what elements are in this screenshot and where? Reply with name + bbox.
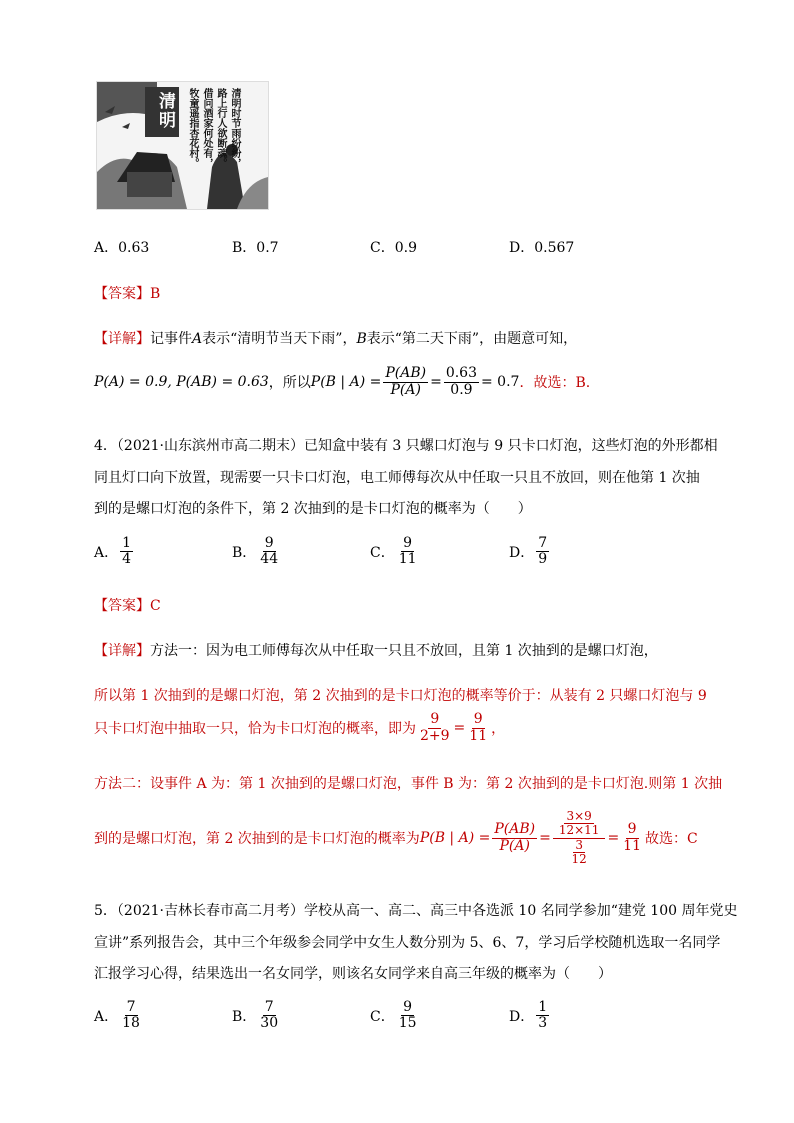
fraction xyxy=(120,536,133,568)
fraction xyxy=(418,712,452,744)
q5-option-c xyxy=(370,1000,421,1032)
denominator: 15 xyxy=(398,1015,417,1032)
fraction xyxy=(397,536,419,568)
q5-option-d xyxy=(509,1000,551,1032)
fraction xyxy=(444,366,479,398)
q4-option-b xyxy=(232,536,282,568)
q4-line1: 4．（2021·山东滨州市高二期末）已知盒中装有 3 只螺口灯泡与 9 只卡口灯泡，这些灯泡的外形都相 xyxy=(94,438,718,454)
formula: P(B | A) = xyxy=(310,374,382,390)
fraction xyxy=(258,536,280,568)
q4-option-a xyxy=(94,536,135,568)
denominator: 18 xyxy=(122,1015,140,1032)
detail-text: ， xyxy=(491,721,506,737)
option-label: C． xyxy=(370,544,395,561)
fraction xyxy=(570,839,589,866)
compound-fraction xyxy=(553,810,606,866)
detail-text: 只卡口灯泡中抽取一只，恰为卡口灯泡的概率，即为 xyxy=(94,721,416,737)
fraction xyxy=(536,536,549,568)
denominator: 3 xyxy=(538,1015,548,1032)
q5-line1: 5．（2021·吉林长春市高二月考）学校从高一、高二、高三中各选派 10 名同学参加“建党 100 周年党史 xyxy=(94,903,738,919)
answer-value: C xyxy=(150,598,161,614)
event-b: B xyxy=(356,331,367,347)
option-label: D． xyxy=(509,1008,535,1025)
denominator: 0.9 xyxy=(450,381,473,398)
detail-tag: 【详解】 xyxy=(94,643,150,659)
denominator: 12×11 xyxy=(558,823,600,838)
denominator: 12 xyxy=(571,851,587,866)
equals: = xyxy=(453,720,466,736)
option-label: B． xyxy=(232,544,257,561)
numerator: 3 xyxy=(575,837,583,852)
q4-method2-line1: 方法二：设事件 A 为：第 1 次抽到的是螺口灯泡，事件 B 为：第 2 次抽到的是卡口灯泡.则第 1 次抽 xyxy=(94,776,723,792)
denominator: 4 xyxy=(122,551,132,568)
numerator: 9 xyxy=(627,821,637,838)
detail-text: 表示“第二天下雨”，由题意可知， xyxy=(366,331,578,347)
numerator: P(AB) xyxy=(385,365,427,382)
q4-option-d xyxy=(509,536,551,568)
poem-line-4: 牧童遥指杏花村。 xyxy=(187,88,198,168)
q4-method2-line2: 到的是螺口灯泡，第 2 次抽到的是卡口灯泡的概率为 P(B | A) = $\frac{P(AB)}{P(A)}$ = $\frac{\frac{3\times 9}{12\times 11}}{\frac{3}{12}}$ = $\frac{9}{11}$ 故选：C xyxy=(94,809,698,866)
detail-conclusion: ．故选：B. xyxy=(519,375,591,391)
numerator: 7 xyxy=(264,999,274,1015)
option-label: C． xyxy=(370,1008,395,1025)
detail-tag: 【详解】 xyxy=(94,331,150,347)
q3-answer xyxy=(94,283,160,303)
q4-line2: 同且灯口向下放置，现需要一只卡口灯泡，电工师傅每次从中任取一只且不放回，则在他第 1 次抽 xyxy=(94,470,700,486)
q4-option-c xyxy=(370,536,421,568)
compound-denominator xyxy=(566,839,593,866)
detail-conclusion: 故选：C xyxy=(645,831,698,847)
numerator: 1 xyxy=(538,999,548,1015)
denominator: 11 xyxy=(623,837,641,854)
numerator: 9 xyxy=(473,711,483,728)
poem-line-3: 借问酒家何处有， xyxy=(201,88,212,168)
compound-numerator xyxy=(553,810,606,838)
q3-option-a: A．0.63 xyxy=(94,240,150,256)
poem-line-1: 清明时节雨纷纷， xyxy=(229,88,240,168)
q4-method1-line3 xyxy=(94,706,505,750)
fraction xyxy=(383,366,428,398)
q3-detail-line1 xyxy=(94,328,577,348)
formula: = 0.7 xyxy=(481,374,520,390)
detail-text: 表示“清明节当天下雨”， xyxy=(202,331,357,347)
q4-answer xyxy=(94,595,161,615)
fraction xyxy=(258,1000,280,1032)
q3-option-d: D．0.567 xyxy=(509,240,575,256)
q3-detail-line2: P(A) = 0.9, P(AB) = 0.63 ，所以 P(B | A) = $\frac{P(AB)}{P(A)}$ = $\frac{0.63}{0.9}$ = 0.7 ．故选：B. xyxy=(94,365,591,398)
option-label: B． xyxy=(232,1008,257,1025)
answer-tag: 【答案】 xyxy=(94,598,150,614)
poem-title: 清明 xyxy=(155,92,175,130)
denominator: 2+9 xyxy=(420,727,450,744)
numerator: 3×9 xyxy=(566,809,592,824)
q5-line2: 宣讲”系列报告会，其中三个年级参会同学中女生人数分别为 5、6、7，学习后学校随机选取一名同学 xyxy=(94,935,721,951)
denominator: P(A) xyxy=(499,837,530,854)
fraction xyxy=(621,822,643,854)
q3-option-c: C．0.9 xyxy=(370,240,417,256)
q5-line3: 汇报学习心得，结果选出一名女同学，则该名女同学来自高三年级的概率为（ ） xyxy=(94,966,612,982)
fraction xyxy=(536,1000,549,1032)
numerator: P(AB) xyxy=(494,821,536,838)
q4-line3: 到的是螺口灯泡的条件下，第 2 次抽到的是卡口灯泡的概率为（ ） xyxy=(94,501,532,517)
numerator: 7 xyxy=(538,535,548,551)
qingming-illustration xyxy=(96,81,269,210)
formula: P(A) = 0.9, P(AB) = 0.63 xyxy=(94,374,269,390)
detail-text: 到的是螺口灯泡，第 2 次抽到的是卡口灯泡的概率为 xyxy=(94,831,420,847)
event-a: A xyxy=(192,331,203,347)
denominator: 30 xyxy=(260,1015,279,1032)
numerator: 1 xyxy=(122,535,132,551)
q5-option-a xyxy=(94,1000,144,1032)
fraction xyxy=(120,1000,142,1032)
formula: P(B | A) = xyxy=(419,830,491,846)
numerator: 9 xyxy=(264,535,274,551)
answer-value: B xyxy=(150,286,161,302)
ink-painting xyxy=(97,82,268,209)
option-label: A． xyxy=(94,544,119,561)
fraction xyxy=(492,822,537,854)
denominator: 9 xyxy=(538,551,548,568)
detail-text: 记事件 xyxy=(150,331,192,347)
q5-option-b xyxy=(232,1000,282,1032)
detail-text: 方法一：因为电工师傅每次从中任取一只且不放回，且第 1 次抽到的是螺口灯泡， xyxy=(150,643,658,659)
fraction xyxy=(467,712,489,744)
numerator: 9 xyxy=(430,711,440,728)
denominator: 44 xyxy=(260,551,279,568)
denominator: 11 xyxy=(469,727,488,744)
numerator: 0.63 xyxy=(445,365,477,382)
option-label: A． xyxy=(94,1008,119,1025)
fraction xyxy=(397,1000,419,1032)
answer-tag: 【答案】 xyxy=(94,286,150,302)
numerator: 9 xyxy=(403,535,413,551)
q3-option-b: B．0.7 xyxy=(232,240,279,256)
q4-method1-line1 xyxy=(94,640,658,660)
fraction xyxy=(557,810,602,837)
numerator: 9 xyxy=(403,999,413,1015)
option-label: D． xyxy=(509,544,535,561)
denominator: P(A) xyxy=(390,381,421,398)
denominator: 11 xyxy=(398,551,417,568)
poem-line-2: 路上行人欲断魂。 xyxy=(215,88,226,168)
q4-method1-line2: 所以第 1 次抽到的是螺口灯泡，第 2 次抽到的是卡口灯泡的概率等价于：从装有 2 只螺口灯泡与 9 xyxy=(94,688,707,704)
numerator: 7 xyxy=(126,999,136,1015)
detail-text: ，所以 xyxy=(268,375,311,391)
